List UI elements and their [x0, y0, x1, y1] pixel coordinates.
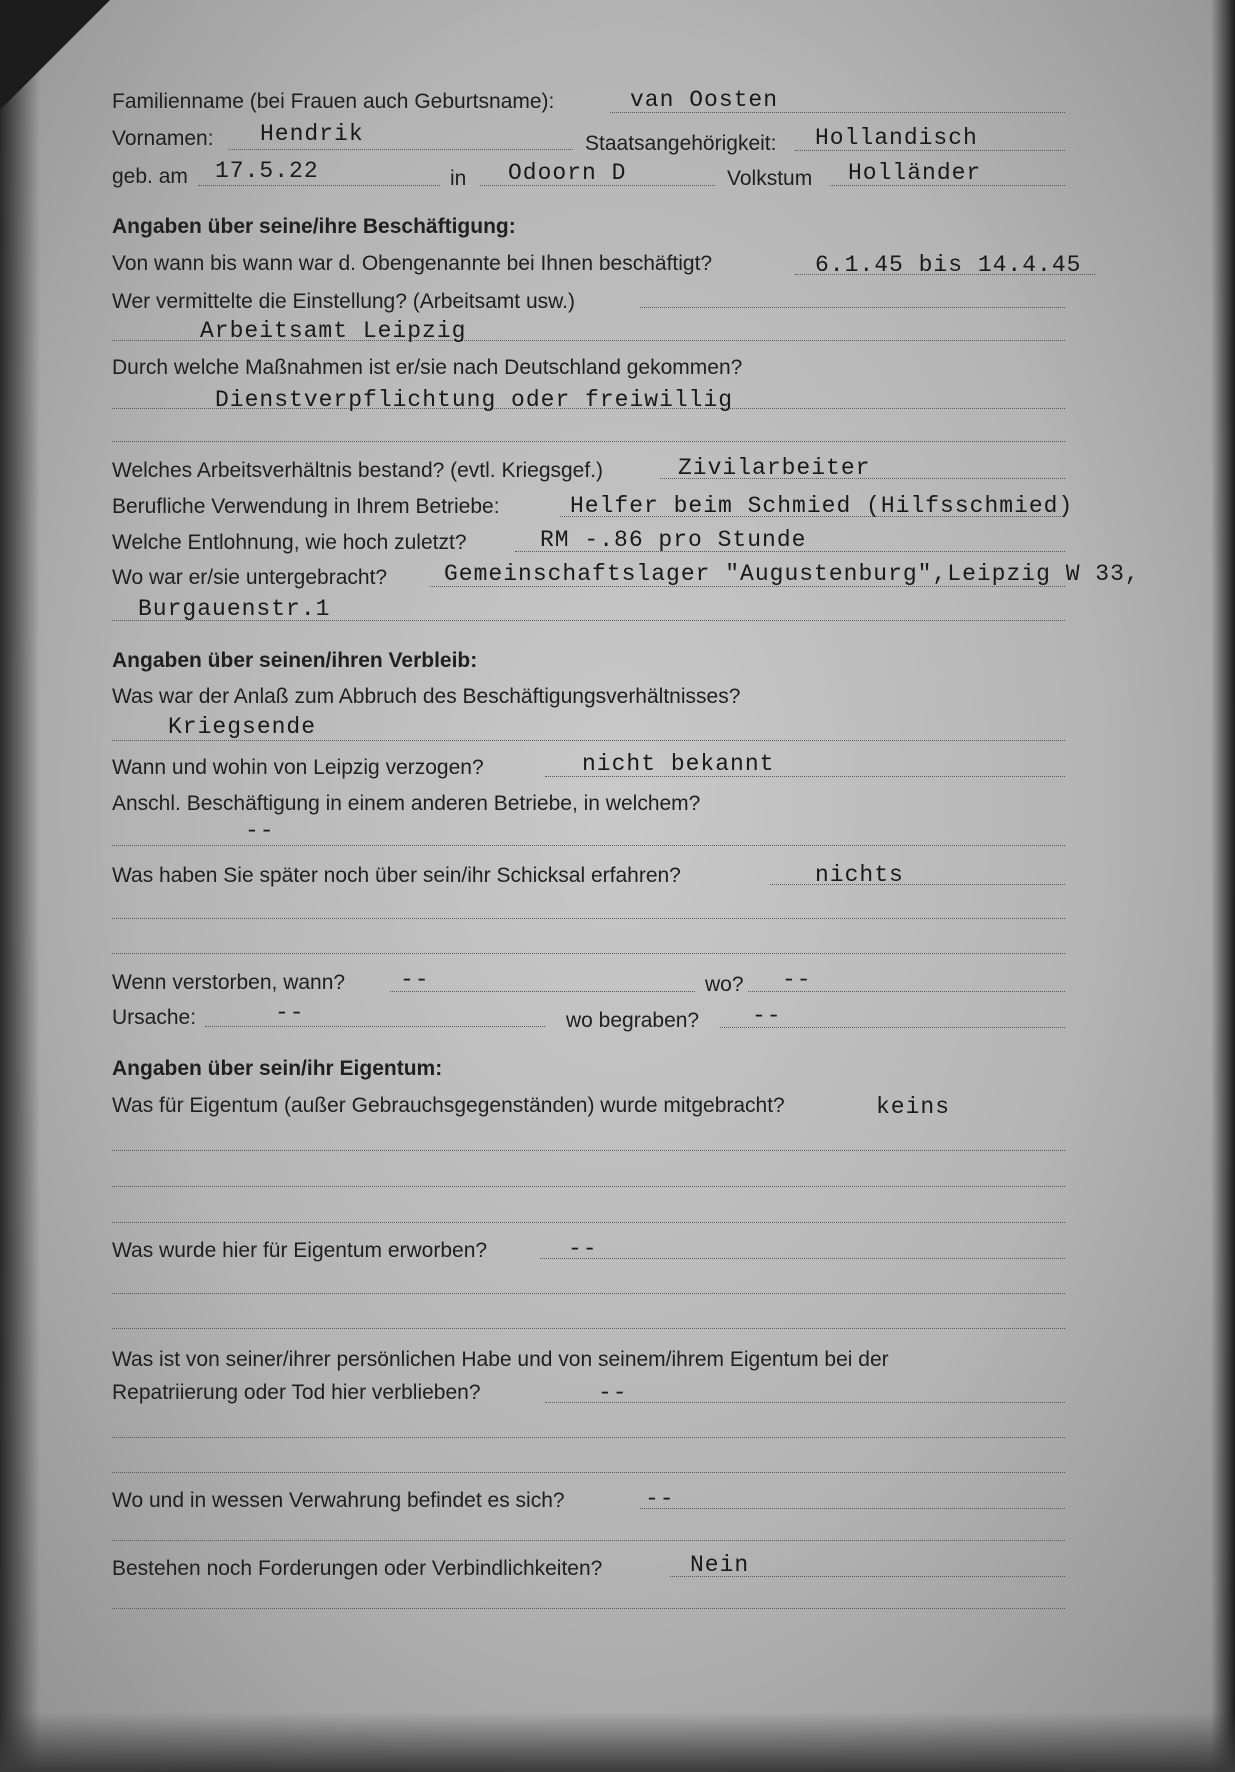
staatsangehoerigkeit-value: Hollandisch	[815, 125, 978, 151]
anschluss-value: --	[245, 818, 275, 844]
verwahrung-label: Wo und in wessen Verwahrung befindet es sich?	[112, 1489, 565, 1512]
erworben-value: --	[568, 1236, 598, 1262]
forderungen-line-2	[112, 1608, 1065, 1609]
erworben-label: Was wurde hier für Eigentum erworben?	[112, 1239, 488, 1262]
beschaeftigung-heading: Angaben über seine/ihre Beschäftigung:	[112, 215, 516, 238]
mitgebracht-line-2	[112, 1186, 1065, 1187]
anlass-label: Was war der Anlaß zum Abbruch des Beschäftigungsverhältnisses?	[112, 685, 741, 708]
geb-am-line	[198, 185, 440, 186]
page-shadow-bottom	[0, 1712, 1235, 1772]
unterbringung-label: Wo war er/sie untergebracht?	[112, 566, 388, 589]
verstorben-label: Wenn verstorben, wann?	[112, 971, 346, 994]
anschluss-label: Anschl. Beschäftigung in einem anderen Betriebe, in welchem?	[112, 792, 701, 815]
unterbringung-value-2: Burgauenstr.1	[138, 596, 331, 622]
vermittlung-value: Arbeitsamt Leipzig	[200, 318, 467, 344]
vermittlung-line-1	[640, 307, 1065, 308]
staatsangehoerigkeit-label: Staatsangehörigkeit:	[585, 132, 777, 155]
vornamen-value: Hendrik	[260, 121, 364, 147]
unterbringung-value-1: Gemeinschaftslager "Augustenburg",Leipzig W 33,	[444, 561, 1140, 587]
geb-datum-value: 17.5.22	[215, 158, 319, 184]
zeitraum-label: Von wann bis wann war d. Obengenannte bei Ihnen beschäftigt?	[112, 252, 713, 275]
mitgebracht-label: Was für Eigentum (außer Gebrauchsgegenständen) wurde mitgebracht?	[112, 1094, 785, 1117]
schicksal-value: nichts	[815, 862, 904, 888]
vornamen-line	[228, 149, 573, 150]
verstorben-line	[390, 991, 695, 992]
verblieben-line-2	[112, 1437, 1065, 1438]
schicksal-line-3	[112, 953, 1065, 954]
anlass-line	[112, 740, 1065, 741]
ursache-value: --	[275, 1000, 305, 1026]
zeitraum-value: 6.1.45 bis 14.4.45	[815, 252, 1082, 278]
verzogen-label: Wann und wohin von Leipzig verzogen?	[112, 756, 484, 779]
erworben-line-3	[112, 1328, 1065, 1329]
massnahmen-line-2	[112, 441, 1065, 442]
verblieben-line-3	[112, 1472, 1065, 1473]
schicksal-line-2	[112, 918, 1065, 919]
entlohnung-label: Welche Entlohnung, wie hoch zuletzt?	[112, 531, 467, 554]
verblieben-label-2: Repatriierung oder Tod hier verblieben?	[112, 1381, 481, 1404]
verwendung-value: Helfer beim Schmied (Hilfsschmied)	[570, 493, 1074, 519]
verwahrung-value: --	[645, 1486, 675, 1512]
torn-corner	[0, 0, 110, 110]
begraben-label: wo begraben?	[566, 1009, 700, 1032]
vermittlung-label: Wer vermittelte die Einstellung? (Arbeitsamt usw.)	[112, 290, 575, 313]
verwendung-label: Berufliche Verwendung in Ihrem Betriebe:	[112, 495, 500, 518]
arbeitsverhaeltnis-value: Zivilarbeiter	[678, 455, 871, 481]
massnahmen-label: Durch welche Maßnahmen ist er/sie nach Deutschland gekommen?	[112, 356, 743, 379]
schicksal-label: Was haben Sie später noch über sein/ihr Schicksal erfahren?	[112, 864, 681, 887]
arbeitsverhaeltnis-label: Welches Arbeitsverhältnis bestand? (evtl. Kriegsgef.)	[112, 459, 604, 482]
familienname-label: Familienname (bei Frauen auch Geburtsname):	[112, 90, 555, 113]
anlass-value: Kriegsende	[168, 714, 317, 740]
ursache-line	[205, 1026, 545, 1027]
eigentum-heading: Angaben über sein/ihr Eigentum:	[112, 1057, 443, 1080]
massnahmen-value: Dienstverpflichtung oder freiwillig	[215, 387, 734, 413]
page-shadow-left	[0, 0, 40, 1772]
ursache-label: Ursache:	[112, 1006, 197, 1029]
wo-label: wo?	[705, 973, 744, 996]
vornamen-label: Vornamen:	[112, 127, 214, 150]
familienname-value: van Oosten	[630, 87, 779, 113]
mitgebracht-value: keins	[876, 1094, 951, 1120]
mitgebracht-line-1	[112, 1150, 1065, 1151]
mitgebracht-line-3	[112, 1222, 1065, 1223]
volkstum-value: Holländer	[848, 160, 982, 186]
volkstum-label: Volkstum	[727, 167, 813, 190]
verwahrung-line-1	[640, 1508, 1065, 1509]
geb-am-label: geb. am	[112, 165, 188, 188]
anschluss-line	[112, 845, 1065, 846]
verzogen-value: nicht bekannt	[582, 751, 775, 777]
verblieben-value: --	[598, 1380, 628, 1406]
begraben-value: --	[752, 1003, 782, 1029]
verwahrung-line-2	[112, 1540, 1065, 1541]
entlohnung-value: RM -.86 pro Stunde	[540, 527, 807, 553]
verbleib-heading: Angaben über seinen/ihren Verbleib:	[112, 649, 478, 672]
forderungen-value: Nein	[690, 1552, 750, 1578]
page-shadow-right	[1211, 0, 1235, 1772]
in-label: in	[450, 167, 467, 190]
wo-value: --	[782, 967, 812, 993]
erworben-line-2	[112, 1293, 1065, 1294]
forderungen-label: Bestehen noch Forderungen oder Verbindlichkeiten?	[112, 1557, 603, 1580]
erworben-line-1	[540, 1258, 1065, 1259]
geb-ort-value: Odoorn D	[508, 160, 627, 186]
verstorben-value: --	[400, 967, 430, 993]
verblieben-label-1: Was ist von seiner/ihrer persönlichen Habe und von seinem/ihrem Eigentum bei der	[112, 1348, 889, 1371]
